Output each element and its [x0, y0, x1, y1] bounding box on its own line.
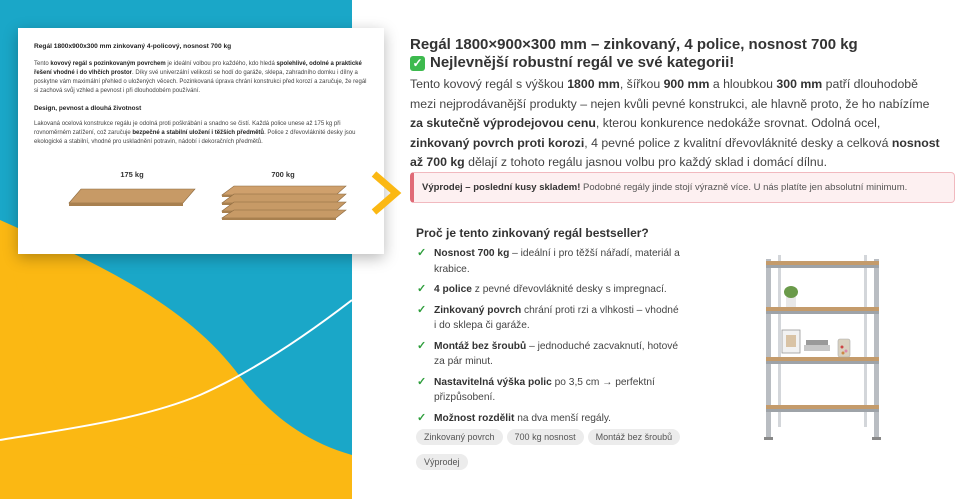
card-paragraph-2: [34, 120, 368, 147]
bold-text-run: 1800 mm: [567, 77, 620, 91]
bold-text-run: zinkovaný povrch proti korozi: [410, 135, 585, 150]
check-mark-icon: ✓: [410, 56, 425, 71]
feature-list: [416, 246, 681, 431]
bold-text-run: kovový regál s pozinkovaným povrchem: [50, 61, 166, 67]
feature-strong: Nosnost 700 kg: [434, 248, 510, 259]
shelf-rack-image: [758, 255, 886, 441]
card-section-title: Design, pevnost a dlouhá životnost: [34, 105, 142, 112]
single-shelf-figure: [62, 170, 202, 209]
feature-text: – jednoduché zacvaknutí, hotové za pár minut.: [434, 340, 679, 367]
feature-item: [416, 339, 681, 370]
feature-strong: Zinkovaný povrch: [434, 304, 522, 316]
feature-item: [416, 375, 681, 406]
stacked-shelves-figure: [213, 170, 353, 223]
feature-item: [416, 246, 681, 277]
product-title: Regál 1800×900×300 mm – zinkovaný, 4 police, nosnost 700 kg: [410, 36, 858, 53]
feature-item: [416, 303, 681, 334]
single-board-icon: [67, 185, 197, 207]
check-icon: ✓: [417, 303, 427, 316]
text-run: , šířkou: [619, 77, 664, 91]
description-card: [18, 28, 384, 254]
tag-zinc-surface[interactable]: Zinkovaný povrch: [416, 429, 503, 445]
text-run: Tento kovový regál s výškou: [410, 77, 568, 91]
text-run: dělají z tohoto regálu jasnou volbu pro každý sklad i domácí dílnu.: [464, 155, 827, 169]
card-paragraph-1: [34, 60, 368, 96]
text-run: patří dlouhodobě mezi nejprodávanější produkty – nejen kvůli pevné konstrukci, ale hlavně proto, že ho nabízíme: [410, 77, 930, 111]
check-icon: ✓: [417, 411, 427, 424]
product-subtitle: [410, 54, 950, 72]
feature-strong: Montáž bez šroubů: [434, 340, 527, 352]
stacked-shelves-label: 700 kg: [271, 170, 295, 179]
feature-item: [416, 411, 681, 427]
feature-text: chrání proti rzi a vlhkosti – vhodné i do sklepa či garáže.: [434, 304, 679, 331]
sale-alert-strong: Výprodej – poslední kusy skladem!: [422, 182, 581, 193]
single-shelf-label: 175 kg: [120, 170, 144, 179]
bold-text-run: bezpečné a stabilní uložení i těžších předmětů: [132, 130, 265, 136]
sale-alert-text: Podobné regály jinde stojí výrazně více. U nás platíte jen absolutní minimum.: [580, 182, 908, 193]
feature-text: po 3,5 cm → perfektní přizpůsobení.: [434, 376, 655, 403]
text-run: , 4 pevné police z kvalitní dřevovláknité desky a celková: [584, 135, 892, 150]
feature-strong: Možnost rozdělit: [434, 412, 515, 424]
bold-text-run: 900 mm: [663, 77, 710, 91]
check-icon: ✓: [417, 247, 427, 259]
product-intro: [410, 75, 940, 173]
why-bestseller-title: Proč je tento zinkovaný regál bestseller?: [416, 226, 649, 240]
product-subtitle-text: Nejlevnější robustní regál ve své kategorii!: [430, 54, 735, 71]
feature-text: z pevné dřevovláknité desky s impregnací.: [471, 284, 667, 295]
tag-sale[interactable]: Výprodej: [416, 454, 468, 470]
product-header: [410, 36, 950, 72]
tag-screwless[interactable]: Montáž bez šroubů: [588, 429, 681, 445]
text-run: a hloubkou: [709, 77, 777, 91]
text-run: je ideální volbou pro každého, kdo hledá: [165, 61, 277, 67]
check-icon: ✓: [417, 339, 427, 352]
text-run: . Díky své univerzální velikosti se hodí do garáže, sklepa, zahradního domku i dílny a poskytne vám maximální přehled o uložených věcech. Pozinkovaná úprava chrání konstrukci před korozí a zaručuje, že regál si zachová svůj vzhled a pevnost i při dlouhodobém používání.: [34, 70, 367, 94]
chevron-right-icon: [368, 170, 402, 216]
feature-item: [416, 282, 681, 298]
bold-text-run: spolehlivé, odolné a praktické řešení vhodné i do vlhčích prostor: [34, 61, 362, 76]
text-run: , kterou konkurence nedokáže srovnat. Odolná ocel,: [595, 116, 881, 130]
sale-alert: [410, 172, 955, 203]
check-icon: ✓: [417, 375, 427, 388]
stacked-boards-icon: [218, 185, 348, 221]
text-run: Lakovaná ocelová konstrukce regálu je odolná proti poškrábání a snadno se čistí. Každá police unese až 175 kg při rovnoměrném zatížení, což zaručuje: [34, 121, 341, 136]
text-run: . Police z dřevovláknité desky jsou ekologické a stabilní, vhodné pro uskladnění potravin, nádobí i dekoračních předmětů.: [34, 130, 356, 145]
feature-text: na dva menší regály.: [514, 412, 612, 424]
text-run: Tento: [34, 61, 51, 67]
bold-text-run: za skutečně výprodejovou cenu: [410, 116, 596, 130]
bold-text-run: 300 mm: [776, 77, 823, 91]
feature-strong: 4 police: [434, 284, 472, 295]
tag-load-capacity[interactable]: 700 kg nosnost: [507, 429, 584, 445]
check-icon: ✓: [417, 283, 427, 295]
bold-text-run: nosnost až 700 kg: [410, 135, 940, 169]
tag-list: [416, 427, 686, 477]
feature-text: – ideální i pro těžší nářadí, materiál a krabice.: [434, 248, 680, 275]
card-heading: Regál 1800x900x300 mm zinkovaný 4-policový, nosnost 700 kg: [34, 43, 232, 50]
feature-strong: Nastavitelná výška polic: [434, 376, 552, 388]
